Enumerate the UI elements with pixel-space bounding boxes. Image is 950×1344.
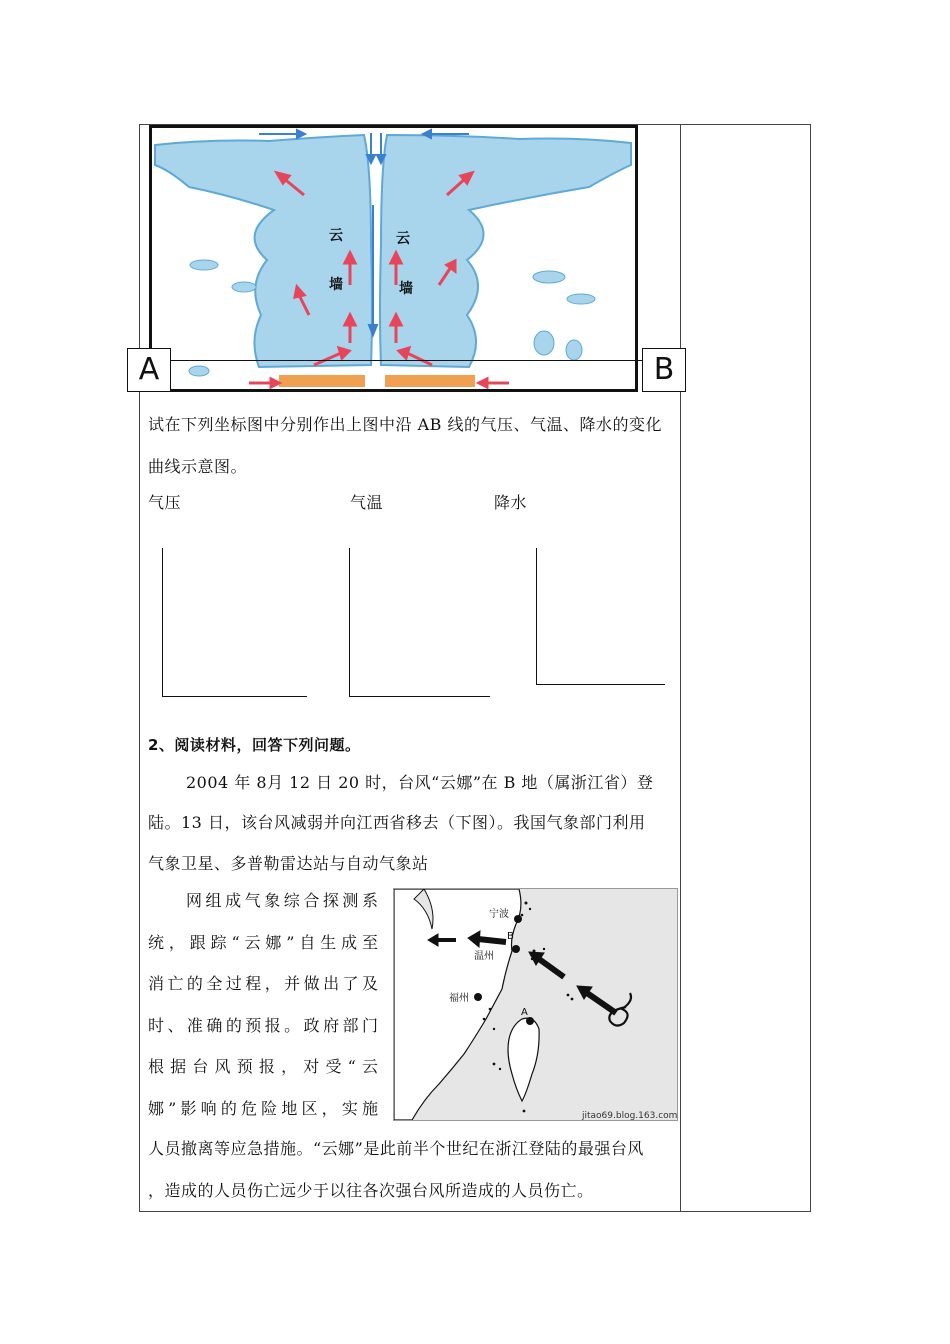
question2-line3: 气象卫星、多普勒雷达站与自动气象站 bbox=[148, 854, 429, 873]
cloud-wall-label-right-2: 墙 bbox=[399, 281, 413, 297]
map-b-label: B bbox=[507, 931, 514, 942]
wrap-line-1: 网组成气象综合探测系 bbox=[186, 891, 378, 910]
wrap-line-3: 消亡的全过程，并做出了及 bbox=[148, 974, 378, 993]
typhoon-track-map bbox=[393, 888, 678, 1121]
wrap-line-4: 时、准确的预报。政府部门 bbox=[148, 1015, 378, 1035]
typhoon-cross-section-diagram bbox=[149, 125, 638, 392]
temperature-axes bbox=[349, 548, 490, 697]
table-column-divider bbox=[680, 125, 681, 1211]
wrap-line-5: 根据台风预报，对受“云 bbox=[148, 1057, 378, 1076]
question1-line1: 试在下列坐标图中分别作出上图中沿 AB 线的气压、气温、降水的变化 bbox=[148, 415, 662, 434]
point-a-label: A bbox=[127, 348, 171, 392]
typhoon-diagram-svg bbox=[149, 125, 638, 392]
ningbo-marker bbox=[514, 915, 522, 923]
cloud-wall-label-left-1: 云 bbox=[329, 228, 343, 244]
question1-line2: 曲线示意图。 bbox=[148, 457, 248, 476]
question2-heading: 2、阅读材料，回答下列问题。 bbox=[148, 736, 361, 754]
ab-section-line bbox=[170, 360, 642, 361]
typhoon-map-svg bbox=[394, 889, 677, 1120]
cloud-wall-label-right-1: 云 bbox=[396, 231, 410, 247]
wrap-line-2: 统，跟踪“云娜”自生成至 bbox=[148, 932, 378, 952]
map-a-label: A bbox=[521, 1007, 528, 1018]
axis-title-precipitation: 降水 bbox=[494, 493, 528, 512]
wenzhou-label: 温州 bbox=[474, 951, 494, 962]
point-b-label: B bbox=[642, 348, 686, 392]
question2-line2: 陆。13 日，该台风减弱并向江西省移去（下图）。我国气象部门利用 bbox=[148, 813, 646, 832]
question2-wrapped-paragraph bbox=[148, 880, 378, 1129]
wenzhou-marker bbox=[512, 945, 520, 953]
axis-title-pressure: 气压 bbox=[148, 493, 182, 512]
pressure-axes bbox=[162, 548, 307, 697]
fuzhou-marker bbox=[474, 993, 482, 1001]
wrap-line-6: 娜”影响的危险地区，实施 bbox=[148, 1098, 378, 1118]
question2-line1: 2004 年 8月 12 日 20 时，台风“云娜”在 B 地（属浙江省）登 bbox=[186, 773, 654, 792]
precipitation-axes bbox=[536, 548, 665, 685]
ningbo-label: 宁波 bbox=[489, 909, 509, 920]
axis-title-temperature: 气温 bbox=[350, 493, 384, 512]
point-a-marker bbox=[526, 1017, 534, 1025]
fuzhou-label: 福州 bbox=[449, 993, 469, 1004]
question2-line-after2: ，造成的人员伤亡远少于以往各次强台风所造成的人员伤亡。 bbox=[148, 1181, 594, 1200]
question2-line-after1: 人员撤离等应急措施。“云娜”是此前半个世纪在浙江登陆的最强台风 bbox=[148, 1139, 644, 1158]
cloud-wall-label-left-2: 墙 bbox=[329, 277, 343, 293]
map-watermark: jitao69.blog.163.com bbox=[582, 1111, 677, 1120]
